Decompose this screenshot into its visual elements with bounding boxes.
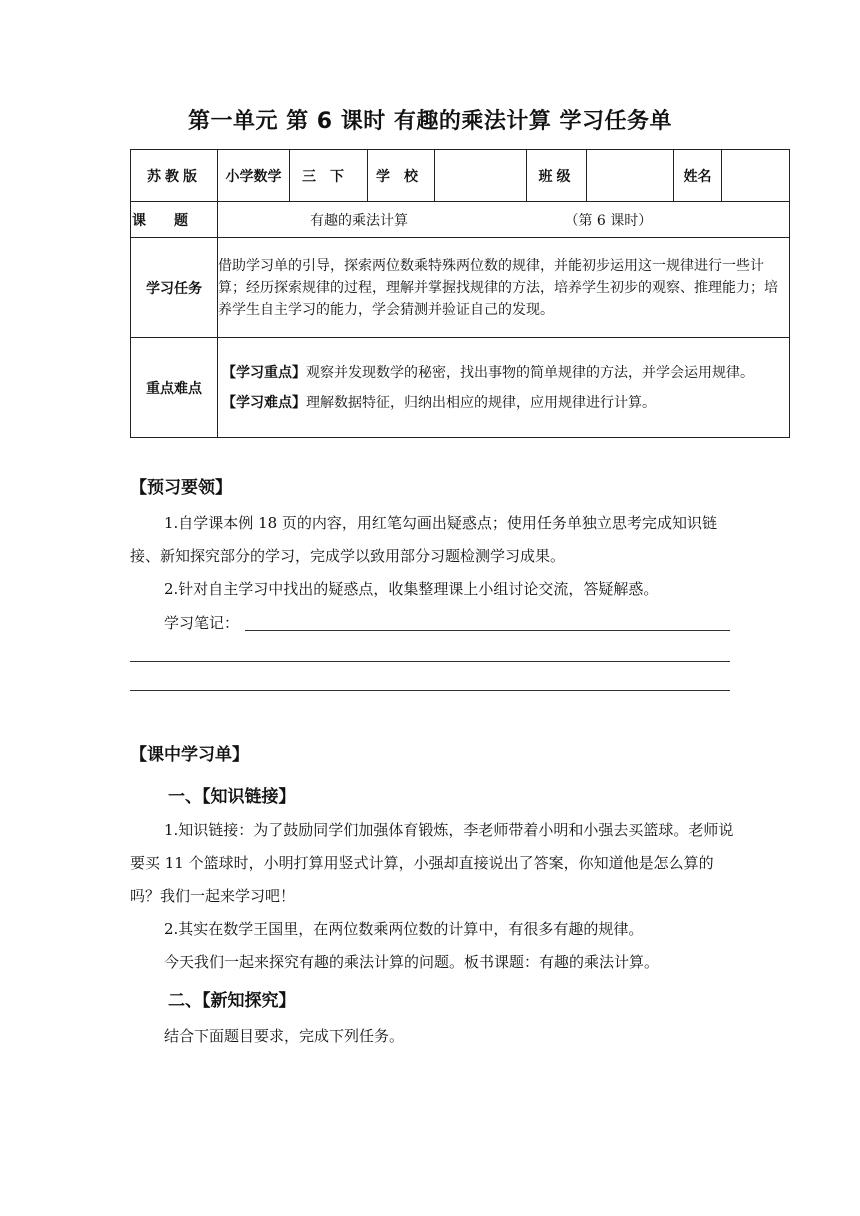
class-value[interactable] <box>587 150 674 202</box>
subject-cell: 小学数学 <box>218 150 290 202</box>
topic-label: 课题 <box>131 202 218 238</box>
class-label: 班级 <box>527 150 587 202</box>
key-points-row <box>131 338 790 438</box>
knowledge-link-text-3: 今天我们一起来探究有趣的乘法计算的问题。板书课题：有趣的乘法计算。 <box>164 953 660 971</box>
topic-text: 有趣的乘法计算 <box>310 212 408 229</box>
name-value[interactable] <box>722 150 790 202</box>
preview-heading: 【预习要领】 <box>130 478 232 498</box>
task-text: 借助学习单的引导，探索两位数乘特殊两位数的规律，并能初步运用这一规律进行一些计算；经历探索规律的过程，理解并掌握找规律的方法，培养学生初步的观察、推理能力；培养学生自主学习的能力，学会猜测并验证自己的发现。 <box>218 238 790 338</box>
in-class-heading: 【课中学习单】 <box>130 745 249 765</box>
difficulty-line: 【学习难点】理解数据特征，归纳出相应的规律，应用规律进行计算。 <box>222 394 656 411</box>
header-row <box>131 150 790 202</box>
focus-line: 【学习重点】观察并发现数学的秘密，找出事物的简单规律的方法，并学会运用规律。 <box>222 364 754 381</box>
grade-cell: 三下 <box>290 150 368 202</box>
preview-item-1: 1.自学课本例 18 页的内容，用红笔勾画出疑惑点；使用任务单独立思考完成知识链接、新知探究部分的学习，完成学以致用部分习题检测学习成果。 <box>130 514 717 565</box>
knowledge-link-text-2: 2.其实在数学王国里，在两位数乘两位数的计算中，有很多有趣的规律。 <box>164 920 644 938</box>
topic-row <box>131 202 790 238</box>
topic-value <box>218 202 790 238</box>
new-knowledge-heading: 二、【新知探究】 <box>168 991 296 1011</box>
new-knowledge-text: 结合下面题目要求，完成下列任务。 <box>164 1027 405 1045</box>
knowledge-link-heading: 一、【知识链接】 <box>168 787 296 807</box>
knowledge-link-text-1: 1.知识链接：为了鼓励同学们加强体育锻炼，李老师带着小明和小强去买篮球。老师说要买 11 个篮球时，小明打算用竖式计算，小强却直接说出了答案，你知道他是怎么算的吗？我们一起来学习吧！ <box>130 821 734 905</box>
task-label: 学习任务 <box>131 238 218 338</box>
lesson-number: （第 6 课时） <box>564 212 653 229</box>
school-label: 学校 <box>368 150 435 202</box>
school-value[interactable] <box>435 150 527 202</box>
notes-line-2[interactable] <box>130 661 730 662</box>
key-points-cell <box>218 338 790 438</box>
info-table <box>130 149 790 438</box>
key-points-label: 重点难点 <box>131 338 218 438</box>
task-row <box>131 238 790 338</box>
preview-item-2: 2.针对自主学习中找出的疑惑点，收集整理课上小组讨论交流，答疑解惑。 <box>164 580 659 598</box>
notes-line-3[interactable] <box>130 690 730 691</box>
name-label: 姓名 <box>674 150 722 202</box>
page-title: 第一单元 第 6 课时 有趣的乘法计算 学习任务单 <box>187 109 673 134</box>
edition-cell: 苏教版 <box>131 150 218 202</box>
notes-line-1[interactable] <box>245 630 730 631</box>
notes-label: 学习笔记： <box>164 614 240 632</box>
